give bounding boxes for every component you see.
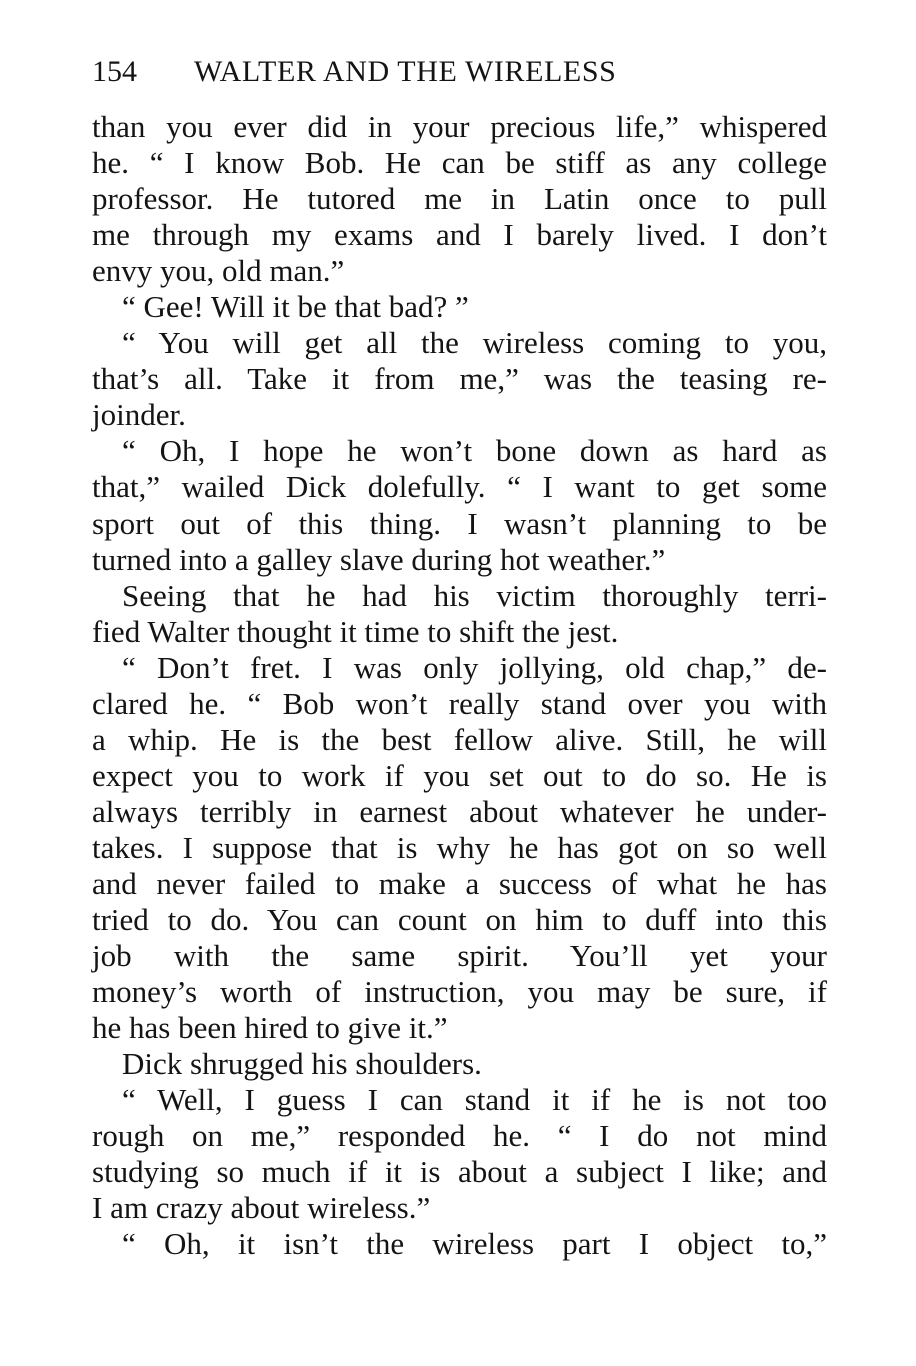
text-line: me through my exams and I barely lived. I don’t — [92, 217, 827, 253]
text-line: joinder. — [92, 397, 186, 433]
text-line: clared he. “ Bob won’t really stand over you with — [92, 685, 827, 721]
text-line: “ Oh, it isn’t the wireless part I object to,” — [122, 1226, 827, 1262]
text-line: he. “ I know Bob. He can be stiff as any college — [92, 145, 827, 181]
text-line: “ Don’t fret. I was only jollying, old chap,” de- — [122, 649, 827, 685]
text-line: always terribly in earnest about whatever he under- — [92, 793, 827, 829]
text-line: envy you, old man.” — [92, 253, 345, 289]
text-line: he has been hired to give it.” — [92, 1010, 448, 1046]
text-line: turned into a galley slave during hot weather.” — [92, 541, 666, 577]
text-line: job with the same spirit. You’ll yet your — [92, 938, 827, 974]
text-line: “ Gee! Will it be that bad? ” — [122, 289, 469, 325]
text-line: “ Well, I guess I can stand it if he is not too — [122, 1082, 827, 1118]
text-line: I am crazy about wireless.” — [92, 1190, 431, 1226]
text-line: than you ever did in your precious life,” whispered — [92, 109, 827, 144]
text-line: tried to do. You can count on him to duff into this — [92, 902, 827, 938]
text-line: takes. I suppose that is why he has got on so well — [92, 829, 827, 865]
body-text — [92, 109, 827, 1263]
page-number: 154 — [92, 55, 137, 88]
text-line: expect you to work if you set out to do so. He is — [92, 757, 827, 793]
text-line: and never failed to make a success of what he has — [92, 865, 827, 901]
text-line: money’s worth of instruction, you may be sure, if — [92, 974, 827, 1010]
text-line: a whip. He is the best fellow alive. Still, he will — [92, 721, 827, 757]
text-line: rough on me,” responded he. “ I do not mind — [92, 1118, 827, 1154]
text-line: Seeing that he had his victim thoroughly terri- — [122, 577, 827, 613]
text-line: professor. He tutored me in Latin once to pull — [92, 181, 827, 217]
running-title: WALTER AND THE WIRELESS — [194, 55, 617, 88]
text-line: sport out of this thing. I wasn’t planning to be — [92, 505, 827, 541]
text-line: fied Walter thought it time to shift the jest. — [92, 613, 619, 649]
text-line: studying so much if it is about a subject I like; and — [92, 1154, 827, 1190]
text-line: “ Oh, I hope he won’t bone down as hard as — [122, 433, 827, 469]
text-line: “ You will get all the wireless coming to you, — [122, 325, 827, 361]
text-line: Dick shrugged his shoulders. — [122, 1046, 482, 1082]
text-line: that’s all. Take it from me,” was the teasing re- — [92, 361, 827, 397]
text-line: that,” wailed Dick dolefully. “ I want to get some — [92, 469, 827, 505]
running-head — [92, 52, 827, 92]
